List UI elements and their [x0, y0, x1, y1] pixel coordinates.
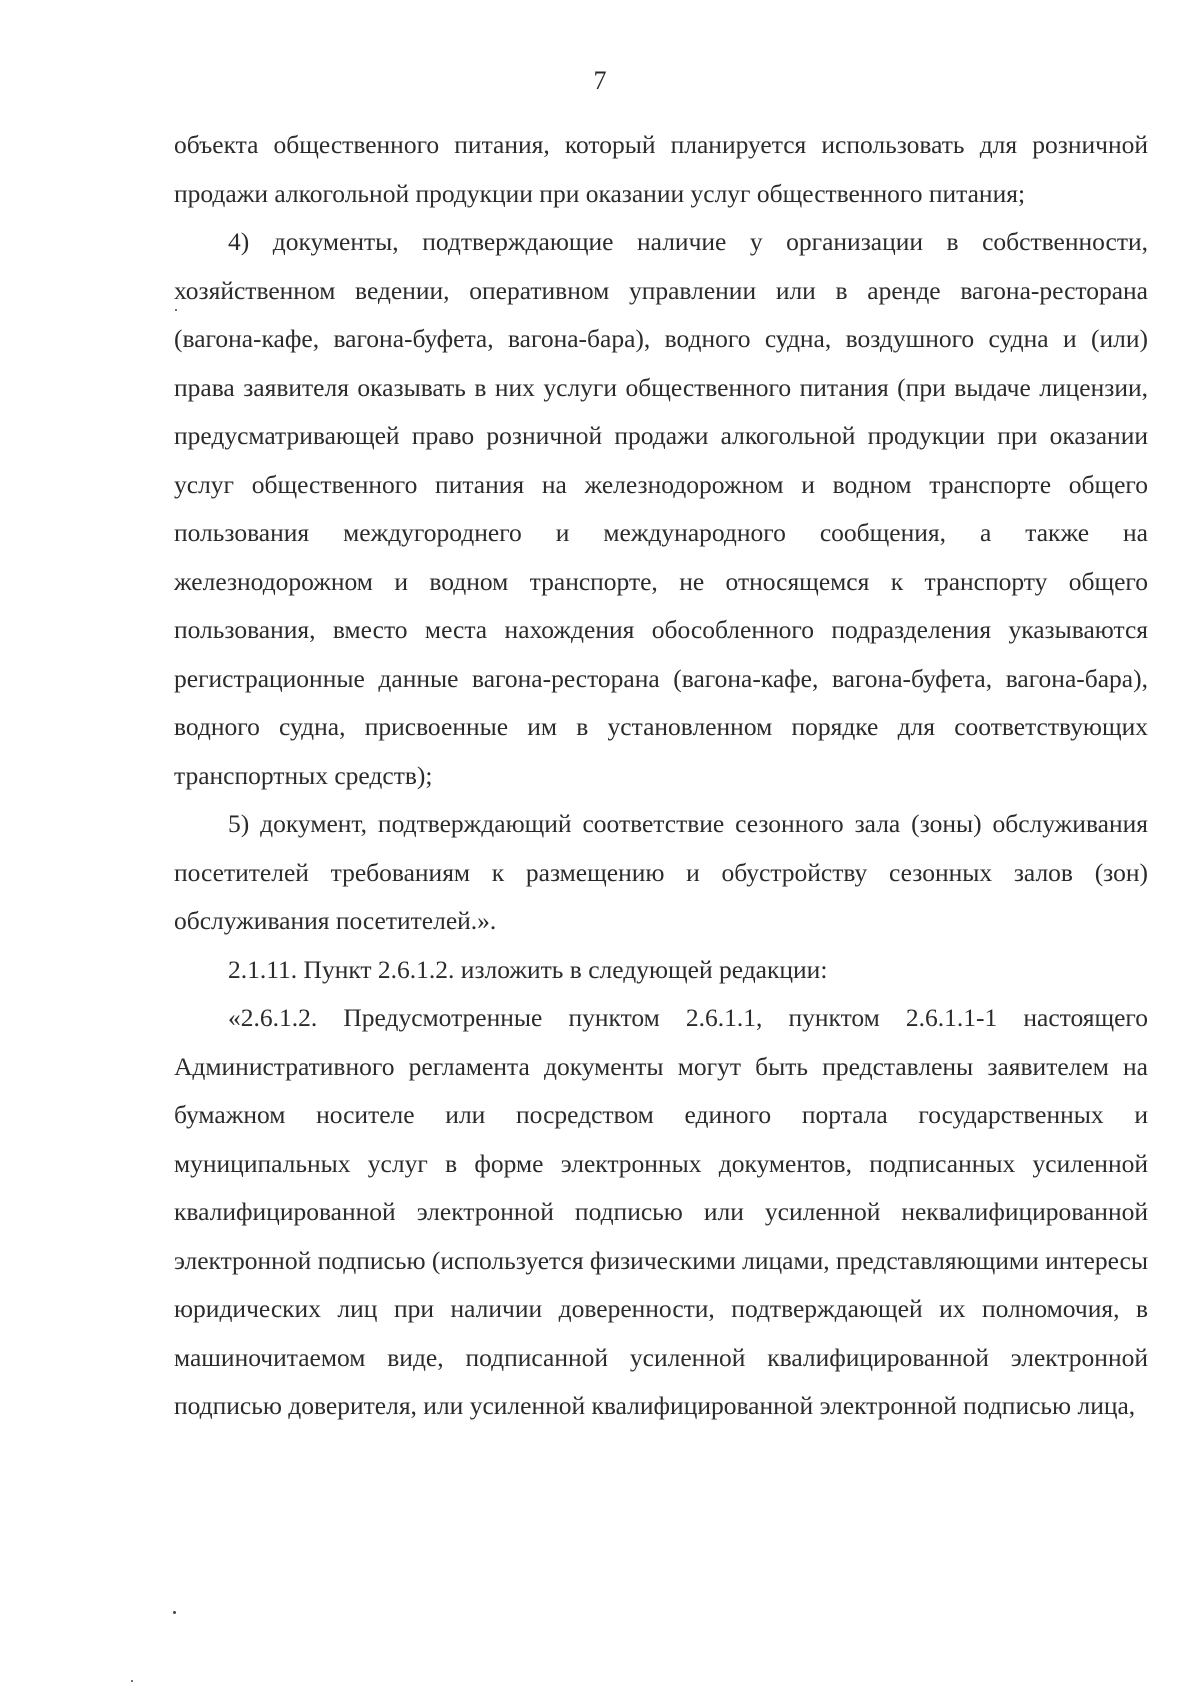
scan-speck — [173, 1611, 176, 1614]
paragraph-item-5: 5) документ, подтверждающий соответствие сезонного зала (зоны) обслуживания посетителей требованиям к размещению и обустройству сезонных залов (зон) обслуживания посетителей.». — [174, 809, 1148, 935]
scan-speck — [175, 309, 177, 311]
page-number: 7 — [593, 66, 607, 95]
paragraph-continuation: объекта общественного питания, который планируется использовать для розничной продажи алкогольной продукции при оказании услуг общественного питания; — [174, 130, 1148, 208]
scan-speck — [131, 1680, 133, 1682]
paragraph-2-6-1-2: «2.6.1.2. Предусмотренные пунктом 2.6.1.1, пунктом 2.6.1.1-1 настоящего Административного регламента документы могут быть представлены заявителем на бумажном носителе или посредством единого портала государственных и муниципальных услуг в форме электронных документов, подписанных усиленной квалифицированной электронной подписью или усиленной неквалифицированной электронной подписью (используется физическими лицами, представляющими интересы юридических лиц при наличии доверенности, подтверждающей их полномочия, в машиночитаемом виде, подписанной усиленной квалифицированной электронной подписью доверителя, или усиленной квалифицированной электронной подписью лица, — [174, 1003, 1148, 1420]
body-text — [174, 121, 1148, 1431]
paragraph-item-4: 4) документы, подтверждающие наличие у организации в собственности, хозяйственном ведении, оперативном управлении или в аренде вагона-ресторана (вагона-кафе, вагона-буфета, вагона-бара), водного судна, воздушного судна и (или) права заявителя оказывать в них услуги общественного питания (при выдаче лицензии, предусматривающей право розничной продажи алкогольной продукции при оказании услуг общественного питания на железнодорожном и водном транспорте общего пользования междугороднего и международного сообщения, а также на железнодорожном и водном транспорте, не относящемся к транспорту общего пользования, вместо места нахождения обособленного подразделения указываются регистрационные данные вагона-ресторана (вагона-кафе, вагона-буфета, вагона-бара), водного судна, присвоенные им в установленном порядке для соответствующих транспортных средств); — [174, 227, 1148, 790]
paragraph-2-1-11: 2.1.11. Пункт 2.6.1.2. изложить в следующей редакции: — [228, 954, 828, 984]
